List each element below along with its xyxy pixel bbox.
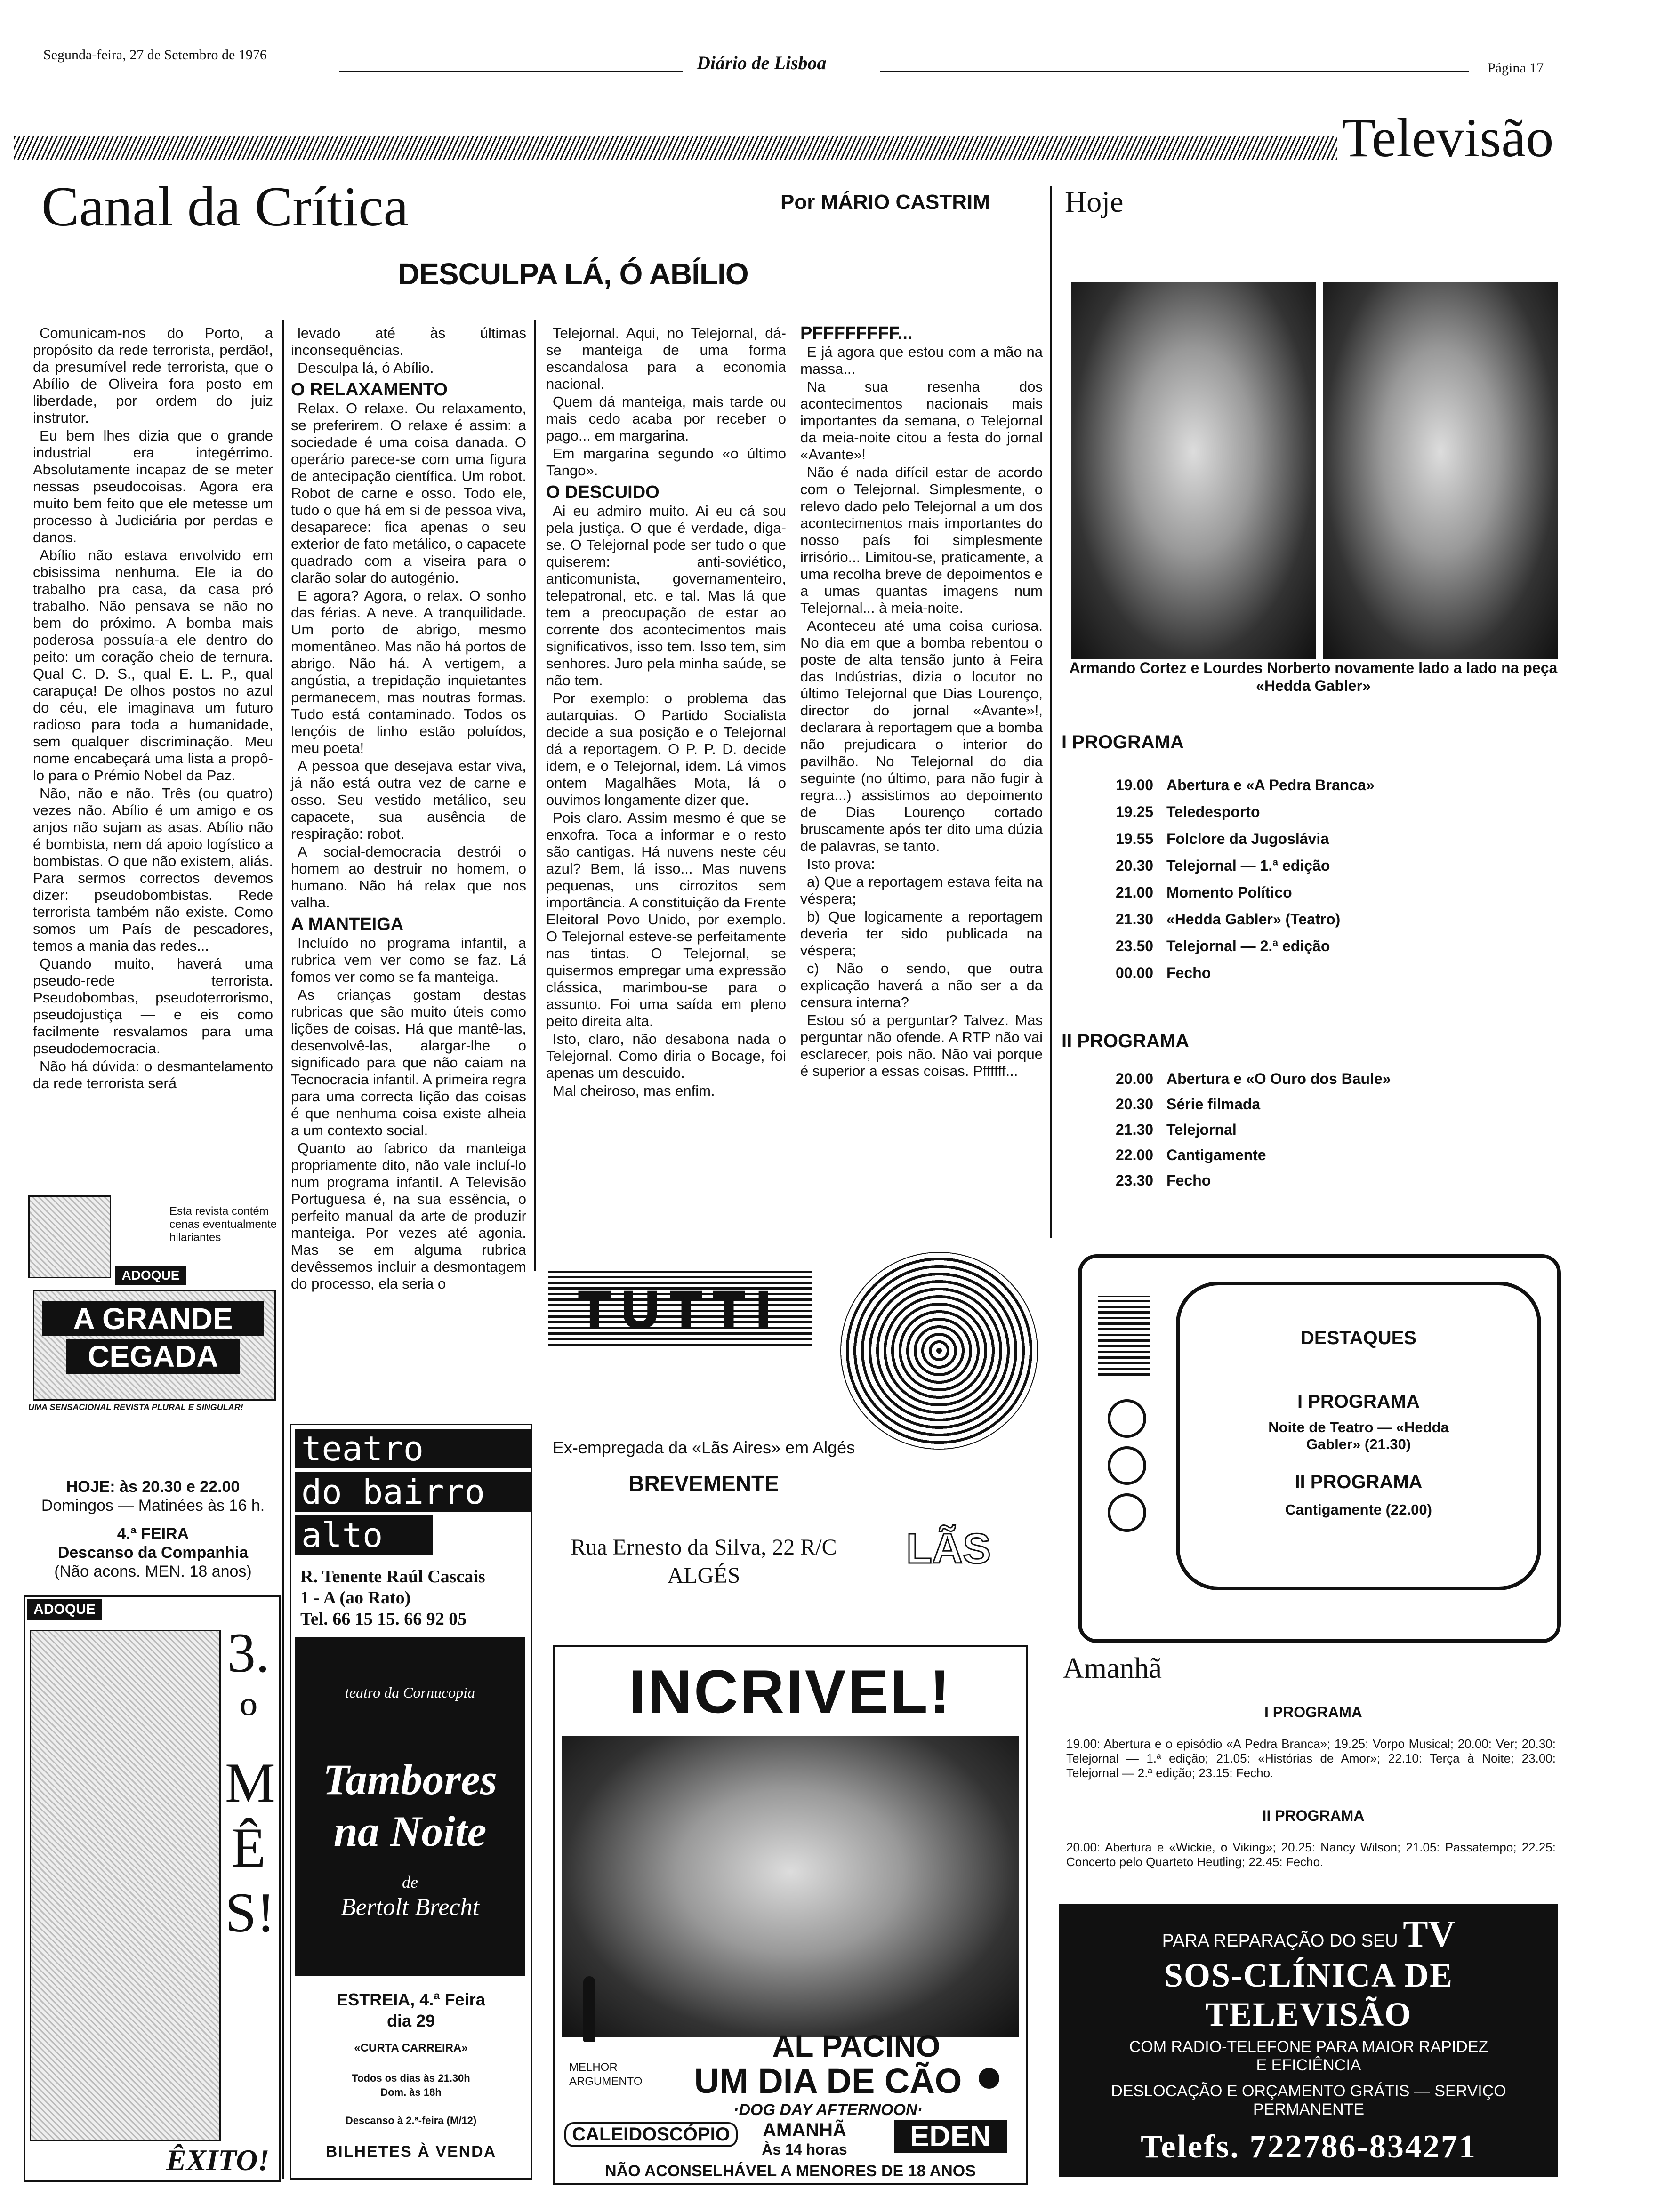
program-row	[1116, 1066, 1539, 1091]
show-sunday: Domingos — Matinées às 16 h.	[41, 1497, 265, 1515]
ad-warning-note: Esta revista contém cenas eventualmente hilariantes	[169, 1205, 277, 1244]
article-column-2	[291, 325, 526, 1293]
tutti-town: ALGÉS	[667, 1563, 740, 1588]
highlights-program-1: I PROGRAMA	[1297, 1391, 1420, 1412]
program-time: 21.30	[1116, 911, 1154, 928]
theatre-address-2: 1 - A (ao Rato)	[300, 1588, 411, 1608]
subheading: A MANTEIGA	[291, 914, 404, 934]
tomorrow-heading: Amanhã	[1063, 1652, 1162, 1684]
adoque-third-month-ad	[24, 1595, 281, 2182]
program-row	[1116, 933, 1539, 960]
program-time: 00.00	[1116, 964, 1154, 981]
program-row	[1116, 825, 1539, 852]
program-show: Teledesporto	[1166, 803, 1260, 820]
play-author: Bertolt Brecht	[340, 1894, 480, 1921]
cartoon-illustration	[28, 1195, 111, 1278]
column-title: Canal da Crítica	[41, 175, 409, 238]
paragraph: A social-democracia destrói o homem ao destruir no homem, o humano. Não há relax que nos valha.	[291, 843, 526, 911]
tutti-las-ad	[544, 1252, 1043, 1624]
paragraph: E agora? Agora, o relax. O sonho das férias. A neve. A tranquilidade. Um porto de abrigo, mesmo momentâneo. Mas não há portos de abrigo. Não há. A vertigem, a angústia, a trepidação inquietantes permanecem, mas noutras formas. Tudo está contaminado. Todos os lençóis de linho estão poluídos, meu poeta!	[291, 587, 526, 756]
program-show: Telejornal — 2.ª edição	[1166, 938, 1330, 954]
paragraph: Quando muito, haverá uma pseudo-rede terrorista. Pseudobombas, pseudoterrorismo, pseudojustiça — e eis como facilmente resvalamos para uma pseudodemocracia.	[33, 955, 273, 1057]
paragraph: Ai eu admiro muito. Ai eu cá sou pela justiça. O que é verdade, diga-se. O Telejornal pode ser tudo o que quiserem: anti-soviético, anticomunista, governamenteiro, telepatronal, etc. e tal. Mas lá que tem a preocupação de estar ao corrente dos acontecimentos mais significativos, isso tem. Isso tem, sim senhores. Juro pela minha saúde, se não tem.	[546, 503, 786, 689]
highlights-title: DESTAQUES	[1301, 1328, 1416, 1348]
tomorrow-program-2-title: II PROGRAMA	[1262, 1807, 1365, 1824]
paragraph: Telejornal. Aqui, no Telejornal, dá-se manteiga de uma forma escandalosa para a economia nacional.	[546, 325, 786, 392]
tv-speaker-grille	[1098, 1296, 1150, 1376]
program-time: 23.30	[1116, 1172, 1154, 1189]
spiral-logo-icon	[840, 1252, 1038, 1450]
program-1-title: I PROGRAMA	[1062, 732, 1184, 753]
paragraph: Em margarina segundo «o último Tango».	[546, 445, 786, 479]
subheading: PFFFFFFFF...	[800, 323, 913, 343]
oscar-statuette-icon	[583, 1976, 595, 2042]
tv-screen	[1176, 1282, 1541, 1590]
tv-control-panel	[1091, 1286, 1162, 1578]
tv-set-illustration	[1078, 1254, 1561, 1643]
paragraph: As crianças gostam destas rubricas que são muito úteis como lições de coisas. Há que mantê-las, desenvolvê-las, alargar-lhe o significado para que não caiam na Tecnocracia infantil. A primeira regra para uma correcta lição das coisas é que nenhuma coisa existe alheia a um contexto social.	[291, 986, 526, 1138]
photo-lourdes-norberto	[1323, 282, 1558, 659]
program-show: Telejornal	[1166, 1121, 1237, 1138]
paragraph: levado até às últimas inconsequências.	[291, 325, 526, 358]
sos-line-3: COM RADIO-TELEFONE PARA MAIOR RAPIDEZ	[1129, 2038, 1488, 2056]
paragraph: Quem dá manteiga, mais tarde ou mais cedo acaba por receber o pago... em margarina.	[546, 393, 786, 444]
paragraph: Abílio não estava envolvido em cbisissima nenhuma. Ele ia do trabalho pra casa, da casa pró trabalho. Não pensava se não no bem do próximo. A bomba mais poderosa possuía-a ele dentro do peito: um coração cheio de ternura. Qual C. D. S., qual E. L. P., qual carapuça! De olhos postos no azul do céu, ele imaginava um futuro radioso para toda a humanidade, sem qualquer discriminação. Meu nome encabeçará uma lista a propô-lo para o Prémio Nobel da Paz.	[33, 547, 273, 784]
theatre-name-3: alto	[295, 1515, 433, 1555]
paragraph: Aconteceu até uma coisa curiosa. No dia em que a bomba rebentou o poste de alta tensão junto à Feira das Indústrias, dizia o locutor no último Telejornal que Dias Lourenço, director do jornal «Avante»!, declarara à reportagem que a bomba não prejudicara o interior do pavilhão. No Telejornal do dia seguinte (no último, para não fugir à regra...) assistimos ao depoimento de Dias Lourenço cortado bruscamente após ter dito uma dúzia de palavras, se tanto.	[800, 617, 1043, 854]
third-month-vertical: 3.º MÊS!	[225, 1621, 275, 1944]
sos-brand: SOS-CLÍNICA DE TELEVISÃO	[1164, 1956, 1454, 2033]
section-title: Televisão	[1342, 107, 1554, 168]
sos-tv-word: TV	[1403, 1914, 1456, 1955]
film-title: UM DIA DE CÃO	[694, 2061, 962, 2100]
award-line-2: ARGUMENTO	[569, 2075, 643, 2088]
las-logo: LÃS	[906, 1525, 991, 1572]
program-time: 19.25	[1116, 803, 1154, 820]
play-title-1: Tambores	[323, 1755, 497, 1803]
sos-tv-repair-ad	[1059, 1904, 1558, 2191]
program-show: Momento Político	[1166, 884, 1292, 901]
sos-line-6: PERMANENTE	[1253, 2100, 1365, 2118]
paragraph: Isto prova:	[807, 856, 875, 872]
today-heading: Hoje	[1065, 185, 1124, 218]
program-row	[1116, 772, 1539, 799]
program-2-list	[1116, 1066, 1539, 1193]
tutti-soon: BREVEMENTE	[628, 1471, 779, 1496]
paragraph: a) Que a reportagem estava feita na véspera;	[800, 874, 1043, 907]
show-title-1: A GRANDE	[42, 1301, 264, 1336]
program-show: Telejornal — 1.ª edição	[1166, 857, 1330, 874]
program-time: 21.30	[1116, 1121, 1154, 1138]
program-show: Série filmada	[1166, 1096, 1261, 1113]
article-column-1	[33, 325, 273, 1093]
theatre-name-2: do bairro	[295, 1472, 532, 1512]
play-title-2: na Noite	[333, 1807, 487, 1855]
paragraph: c) Não o sendo, que outra explicação haverá a não ser a da censura interna?	[800, 960, 1043, 1010]
sos-line-5: DESLOCAÇÃO E ORÇAMENTO GRÁTIS — SERVIÇO	[1111, 2082, 1506, 2100]
program-row	[1116, 1142, 1539, 1168]
screening-hour: Às 14 horas	[762, 2141, 847, 2158]
theatre-name-1: teatro	[295, 1429, 532, 1468]
paragraph: E já agora que estou com a mão na massa...	[800, 344, 1043, 377]
program-show: Abertura e «A Pedra Branca»	[1166, 777, 1375, 793]
column-divider-right	[1050, 186, 1052, 1238]
paragraph: Não há dúvida: o desmantelamento da rede terrorista será	[33, 1058, 273, 1091]
rest-day: Descanso à 2.ª-feira (M/12)	[345, 2115, 477, 2126]
tomorrow-program-1-text: 19.00: Abertura e o episódio «A Pedra Branca»; 19.25: Vorpo Musical; 20.00: Ver; 20.30: Telejornal — 1.ª edição; 21.05: «Histórias de Amor»; 22.10: Terça à Noite; 23.00: Telejornal — 2.ª edição; 23.15: Fecho.	[1066, 1737, 1556, 1780]
show-rating: (Não acons. MEN. 18 anos)	[54, 1563, 252, 1580]
paragraph: Relax. O relaxe. Ou relaxamento, se preferirem. O relaxe é assim: a sociedade é uma coisa danada. O operário parece-se com uma figura de antecipação científica. Um robot. Robot de carne e osso. Todo ele, tudo o que há em si de pessoa viva, desaparece: fica apenas o seu exterior de fato metálico, o capacete quadrado com a viseira para o clarão solar do autogénio.	[291, 400, 526, 586]
season-label: «CURTA CARREIRA»	[354, 2042, 468, 2054]
program-time: 23.50	[1116, 938, 1154, 954]
sos-address: Avenida S. João de Deus, 13-B - Rua Macau, 8	[1150, 2174, 1467, 2191]
paragraph: Estou só a perguntar? Talvez. Mas perguntar não ofende. A RTP não vai esclarecer, pois não. Não vai porque é superior a essas coisas. Pffffff...	[800, 1012, 1043, 1079]
paragraph: Não é nada difícil estar de acordo com o Telejornal. Simplesmente, o relevo dado pelo Telejornal a um dos acontecimentos mais importantes do nosso país foi simplesmente irrisório... Limitou-se, praticamente, a uma recolha breve de depoimentos e a umas quantas imagens num Telejornal... à meia-noite.	[800, 464, 1043, 616]
program-show: Abertura e «O Ouro dos Baule»	[1166, 1070, 1391, 1087]
show-wednesday: 4.ª FEIRA	[117, 1525, 189, 1543]
photo-armando-cortez	[1071, 282, 1316, 659]
program-time: 20.30	[1116, 1096, 1154, 1113]
program-show: «Hedda Gabler» (Teatro)	[1166, 911, 1341, 928]
newspaper-name: Diário de Lisboa	[697, 52, 827, 73]
film-original-title: ·DOG DAY AFTERNOON·	[733, 2101, 923, 2119]
section-hatch-bar	[14, 136, 1337, 160]
sos-phone: Telefs. 722786-834271	[1141, 2129, 1477, 2165]
tomorrow-program-2-text: 20.00: Abertura e «Wickie, o Viking»; 20.25: Nancy Wilson; 21.05: Passatempo; 22.25: Concerto pelo Quarteto Heutling; 22.45: Fecho.	[1066, 1840, 1556, 1869]
page-number: Página 17	[1488, 60, 1544, 76]
sos-line-4: E EFICIÊNCIA	[1256, 2056, 1361, 2074]
paragraph: Mal cheiroso, mas enfim.	[553, 1082, 715, 1099]
adoque-brand-2: ADOQUE	[27, 1599, 102, 1620]
headline: DESCULPA LÁ, Ó ABÍLIO	[398, 257, 748, 291]
paragraph: Comunicam-nos do Porto, a propósito da rede terrorista, perdão!, da presumível rede terrorista, que o Abílio de Oliveira fora posto em liberdade, por ordem do juiz instrutor.	[33, 325, 273, 426]
film-rating: NÃO ACONSELHÁVEL A MENORES DE 18 ANOS	[605, 2162, 976, 2180]
adoque-brand: ADOQUE	[115, 1266, 186, 1285]
program-time: 20.30	[1116, 857, 1154, 874]
tv-knob-icon	[1108, 1446, 1146, 1485]
showtimes-1: Todos os dias às 21.30h	[352, 2072, 470, 2084]
program-row	[1116, 1117, 1539, 1142]
page-date: Segunda-feira, 27 de Setembro de 1976	[43, 47, 267, 63]
paragraph: A pessoa que desejava estar viva, já não está outra vez de carne e osso. Seu vestido metálico, seu capacete, sua ausência de respiração: robot.	[291, 758, 526, 842]
actor-name: AL PACINO	[772, 2028, 941, 2063]
tomorrow-program-1-title: I PROGRAMA	[1264, 1704, 1362, 1721]
adoque-cegada-ad	[28, 1195, 278, 1586]
screening-tomorrow: AMANHÃ	[763, 2120, 846, 2140]
tutti-address: Rua Ernesto da Silva, 22 R/C	[571, 1535, 837, 1560]
program-row	[1116, 1168, 1539, 1193]
column-divider-2	[534, 320, 536, 1271]
play-de: de	[402, 1873, 418, 1891]
program-row	[1116, 1091, 1539, 1117]
photo-caption: Armando Cortez e Lourdes Norberto novamente lado a lado na peça «Hedda Gabler»	[1069, 659, 1558, 694]
program-row	[1116, 799, 1539, 825]
sos-line-1a: PARA REPARAÇÃO DO SEU	[1162, 1931, 1398, 1951]
program-row	[1116, 852, 1539, 879]
program-row	[1116, 960, 1539, 986]
program-1-list	[1116, 772, 1539, 986]
program-time: 20.00	[1116, 1070, 1154, 1087]
program-time: 21.00	[1116, 884, 1154, 901]
program-time: 22.00	[1116, 1146, 1154, 1163]
program-2-title: II PROGRAMA	[1062, 1031, 1190, 1051]
program-time: 19.55	[1116, 830, 1154, 847]
program-show: Fecho	[1166, 964, 1211, 981]
show-hours: HOJE: às 20.30 e 22.00	[66, 1478, 240, 1496]
subheading: O RELAXAMENTO	[291, 380, 448, 400]
highlights-program-1-text: Noite de Teatro — «Hedda Gabler» (21.30)	[1268, 1419, 1449, 1452]
tv-knob-icon	[1108, 1399, 1146, 1438]
film-incrivel: INCRIVEL!	[629, 1657, 952, 1726]
byline: Por MÁRIO CASTRIM	[780, 191, 990, 214]
teatro-bairro-alto-ad	[290, 1424, 532, 2180]
sos-line-1	[1059, 1913, 1558, 1956]
tickets-label: BILHETES À VENDA	[325, 2143, 497, 2161]
show-tagline: UMA SENSACIONAL REVISTA PLURAL E SINGULAR!	[28, 1403, 243, 1412]
tv-knob-icon	[1108, 1493, 1146, 1532]
header-rule-right	[880, 71, 1469, 72]
dog-day-afternoon-ad	[553, 1645, 1028, 2185]
program-row	[1116, 879, 1539, 906]
theatre-phone: Tel. 66 15 15. 66 92 05	[300, 1609, 467, 1629]
paragraph: Por exemplo: o problema das autarquias. O Partido Socialista decide a sua posição e o Telejornal dá a reportagem. O P. P. D. decide idem, e o Telejornal, idem. Lá vimos ontem Magalhães Mota, lá o ouvimos longamente dizer que.	[546, 690, 786, 808]
highlights-program-2-text: Cantigamente (22.00)	[1285, 1501, 1432, 1518]
article-column-3	[546, 325, 786, 1100]
program-show: Folclore da Jugoslávia	[1166, 830, 1329, 847]
film-still	[562, 1736, 1019, 2037]
program-row	[1116, 906, 1539, 933]
paragraph: b) Que logicamente a reportagem deveria ter sido publicada na véspera;	[800, 908, 1043, 959]
play-poster	[295, 1637, 525, 1976]
cinema-caleidoscopio: CALEIDOSCÓPIO	[564, 2122, 738, 2147]
paragraph: Eu bem lhes dizia que o grande industrial era integérrimo. Absolutamente incapaz de se meter nessas pseudocoisas. Agora era muito bem feito que ele metesse um processo à Judiciária por perdas e danos.	[33, 427, 273, 545]
highlights-program-2: II PROGRAMA	[1295, 1472, 1423, 1492]
award-line-1: MELHOR	[569, 2061, 618, 2074]
paragraph: Desculpa lá, ó Abílio.	[298, 360, 434, 376]
show-title-2: CEGADA	[66, 1339, 240, 1374]
company-name: teatro da Cornucopia	[345, 1684, 475, 1701]
paragraph: Isto, claro, não desabona nada o Telejornal. Como diria o Bocage, foi apenas um descuido.	[546, 1031, 786, 1081]
paragraph: Não, não e não. Três (ou quatro) vezes não. Abílio é um amigo e os anjos não sujam as asas. Abílio não é bombista, nem dá apoio logístico a bombistas. O que não existem, aliás. Para sermos correctos devemos dizer: pseudobombistas. Rede terrorista também não existe. Como somos um País de pescadores, temos a mania das redes...	[33, 785, 273, 954]
cinema-eden: EDEN	[894, 2120, 1007, 2153]
column-divider-1	[282, 320, 284, 2179]
program-show: Cantigamente	[1166, 1146, 1266, 1163]
paragraph: Pois claro. Assim mesmo é que se enxofra. Toca a informar e o resto são cantigas. Há nuvens neste céu azul? Bem, lá isso... Mas nuvens pequenas, uns cirrozitos sem importância. A constituição da Frente Eleitoral Povo Unido, por exemplo. O Telejornal esteve-se perfeitamente nas tintas. O Telejornal, se quisermos empregar uma expressão clássica, marimbou-se para o assunto. Foi uma saída em pleno peito direita alta.	[546, 809, 786, 1029]
theatre-address-1: R. Tenente Raúl Cascais	[300, 1567, 485, 1587]
program-time: 19.00	[1116, 777, 1154, 793]
showtimes-2: Dom. às 18h	[380, 2086, 442, 2098]
paragraph: Incluído no programa infantil, a rubrica vem ver como se faz. Lá fomos ver como se fa manteiga.	[291, 935, 526, 985]
paragraph: Na sua resenha dos acontecimentos nacionais mais importantes da semana, o Telejornal da meia-noite citou a festa do jornal «Avante»!	[800, 378, 1043, 463]
subheading: O DESCUIDO	[546, 482, 660, 502]
premiere-line-2: dia 29	[386, 2011, 435, 2030]
program-show: Fecho	[1166, 1172, 1211, 1189]
show-rest-day: Descanso da Companhia	[57, 1544, 249, 1562]
exito-label: ÊXITO!	[166, 2143, 270, 2177]
header-rule-left	[339, 71, 683, 72]
tutti-brand: TUTTI	[579, 1281, 782, 1339]
paragraph: Quanto ao fabrico da manteiga propriamente dito, não vale incluí-lo num programa infantil. A Televisão Portuguesa é, na sua essência, o perfeito manual da arte de produzir manteiga. Por vezes até agonia. Mas se em alguma rubrica devêssemos incluir a desmontagem do processo, ela seria o	[291, 1140, 526, 1292]
article-column-4	[800, 325, 1043, 1081]
warner-logo-icon	[979, 2068, 999, 2089]
tutti-line-1: Ex-empregada da «Lãs Aires» em Algés	[552, 1438, 855, 1457]
premiere-line-1: ESTREIA, 4.ª Feira	[337, 1990, 485, 2009]
caricatures-illustration	[30, 1630, 221, 2141]
